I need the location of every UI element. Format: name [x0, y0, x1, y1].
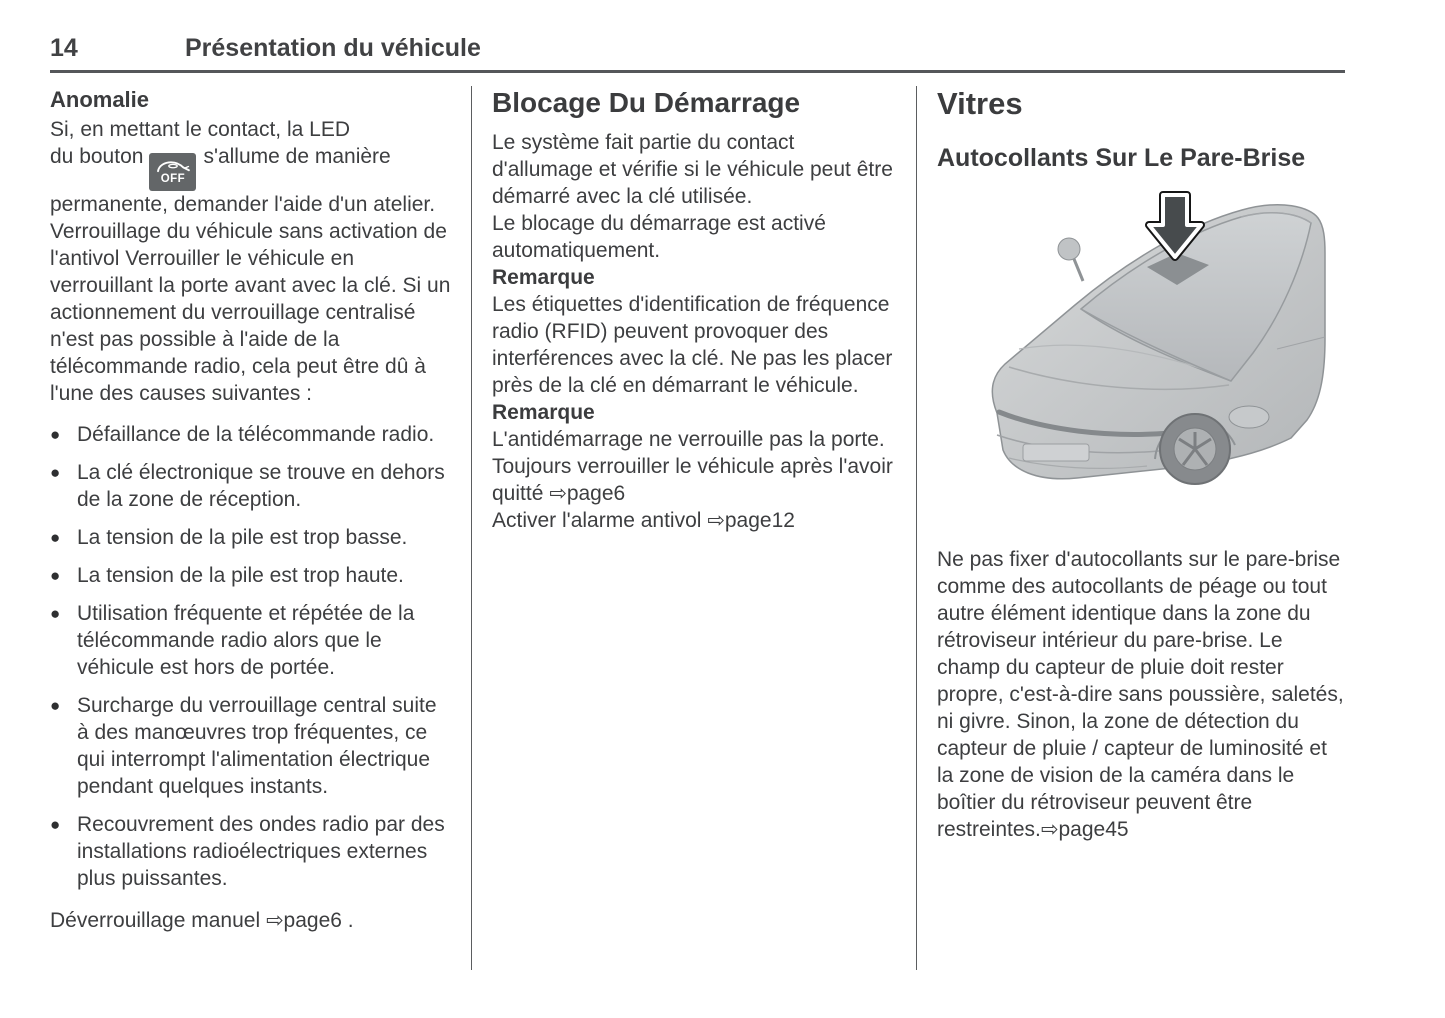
- text-run: L'antidémarrage ne verrouille pas la porte. Toujours verrouiller le véhicule après l'avoir quitté: [492, 428, 893, 505]
- list-item: ● Recouvrement des ondes radio par des installations radioélectriques externes plus puissantes.: [50, 811, 452, 892]
- text-run: Déverrouillage manuel: [50, 909, 266, 932]
- paragraph: Le système fait partie du contact d'allumage et vérifie si le véhicule peut être démarré avec la clé utilisée.: [492, 131, 893, 208]
- text-run: du bouton: [50, 145, 144, 168]
- heading-vitres: Vitres: [937, 86, 1023, 121]
- note-paragraph: Les étiquettes d'identification de fréquence radio (RFID) peuvent provoquer des interférences avec la clé. Ne pas les placer près de la clé en démarrant le véhicule.: [492, 293, 893, 397]
- column-divider: [471, 86, 472, 970]
- text-run: Activer l'alarme antivol: [492, 509, 708, 532]
- list-item: ● Surcharge du verrouillage central suite à des manœuvres trop fréquentes, ce qui interrompt l'alimentation électrique pendant quelques instants.: [50, 692, 452, 800]
- column-blocage-demarrage: [492, 86, 894, 534]
- note-label: Remarque: [492, 401, 595, 424]
- cause-list: [50, 421, 452, 892]
- anomalie-paragraph: [50, 116, 452, 407]
- car-left-mirror: [1058, 238, 1080, 260]
- heading-anomalie: Anomalie: [50, 87, 150, 112]
- text-run: Ne pas fixer d'autocollants sur le pare-brise comme des autocollants de péage ou tout autre élément identique dans la zone du rétroviseur intérieur du pare-brise. Le champ du capteur de pluie doit rester propre, c'est-à-dire sans poussière, saletés, ni givre. Sinon, la zone de détection du capteur de pluie / capteur de luminosité et la zone de vision de la caméra dans le boîtier du rétroviseur peuvent être restreintes.: [937, 548, 1344, 841]
- column-vitres: [937, 86, 1345, 843]
- heading-blocage-demarrage: Blocage Du Démarrage: [492, 87, 801, 118]
- car-right-mirror: [1229, 406, 1269, 428]
- page-reference: ⇨page6: [265, 909, 342, 932]
- text-run: Si, en mettant le contact, la LED: [50, 118, 350, 141]
- page-number: 14: [50, 34, 78, 62]
- page-title: Présentation du véhicule: [185, 34, 481, 62]
- page-reference: ⇨page6: [549, 482, 626, 505]
- note-label: Remarque: [492, 266, 595, 289]
- page-reference: ⇨page12: [707, 509, 795, 532]
- paragraph: Le blocage du démarrage est activé automatiquement.: [492, 212, 826, 262]
- list-item: ● La tension de la pile est trop basse.: [50, 524, 452, 551]
- off-icon-label: OFF: [160, 173, 186, 185]
- page-reference: ⇨page45: [1040, 818, 1129, 841]
- column-divider: [916, 86, 917, 970]
- autocollants-paragraph: [937, 546, 1345, 843]
- list-item: ● La tension de la pile est trop haute.: [50, 562, 452, 589]
- list-item: ● Utilisation fréquente et répétée de la télécommande radio alors que le véhicule est hors de portée.: [50, 600, 452, 681]
- alarm-line: [492, 507, 894, 534]
- note-paragraph: [492, 426, 894, 507]
- page-header: [50, 34, 1345, 73]
- locking-off-button-icon: [149, 153, 196, 191]
- car-glyph-icon: [154, 159, 192, 174]
- column-anomalie: [50, 86, 452, 934]
- list-item: ● Défaillance de la télécommande radio.: [50, 421, 452, 448]
- text-run: s'allume de manière permanente, demander l'aide d'un atelier. Verrouillage du véhicule sans activation de l'antivol Verrouiller le véhicule en verrouillant la porte avant avec la clé. Si un actionnement du verrouillage centralisé n'est pas possible à l'aide de la télécommande radio, cela peut être dû à l'une des causes suivantes :: [50, 145, 451, 405]
- list-item: ● La clé électronique se trouve en dehors de la zone de réception.: [50, 459, 452, 513]
- heading-autocollants: Autocollants Sur Le Pare-Brise: [937, 144, 1306, 172]
- car-windshield-illustration: [979, 187, 1329, 499]
- text-run: .: [341, 909, 354, 932]
- manual-unlock-line: [50, 907, 452, 934]
